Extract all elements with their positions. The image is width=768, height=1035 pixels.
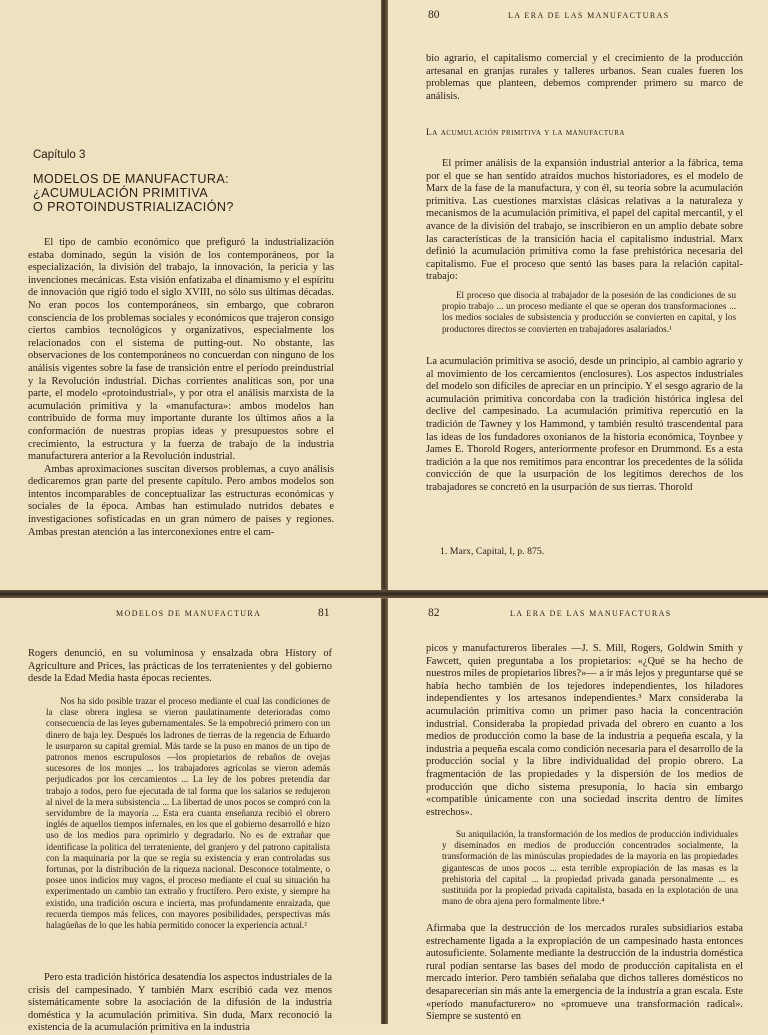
page-number: 81 xyxy=(318,607,330,619)
page-chapter-opening xyxy=(0,0,381,590)
chapter-title xyxy=(33,172,333,215)
page-number: 80 xyxy=(428,9,440,21)
paragraph: Rogers denunció, en su voluminosa y ensalzada obra History of Agriculture and Prices, las prácticas de los terratenientes y del gobierno desde la Edad Media hasta épocas recientes. xyxy=(28,648,332,685)
quote-text: El proceso que disocia al trabajador de la posesión de las condiciones de su propio trabajo ... un proceso mediante el que se operan dos transformaciones ... los medios sociales de subsistencia y producción se convierten en capital, y los productores directos se convierten en trabajadores asalariados.¹ xyxy=(442,290,736,334)
body-text-top xyxy=(426,643,743,819)
paragraph: La acumulación primitiva se asoció, desde un principio, al cambio agrario y al movimiento de los cercamientos (enclosures). Los aspectos industriales del modelo son difíciles de apreciar en un principio. Y el sesgo agrario de la acumulación primitiva concordaba con la tradición histórica inglesa del declive del campesinado. La acumulación primitiva repercutió en la tradición de Tawney y los Hammond, y también resultó trascendental para las ideas de los fundadores oxonianos de la historia económica, Toynbee y James E. Thorold Rogers, anteriormente profesor en Drummond. Es a esta tradición a la que nos remitimos para encontrar los precedentes de la sólida convicción de que la usurpación de los legítimos derechos de los trabajadores se concretó en la usurpación de sus tierras. Thorold xyxy=(426,356,743,493)
chapter-title-line-3: O PROTOINDUSTRIALIZACIÓN? xyxy=(33,200,234,215)
quote-text: Su aniquilación, la transformación de los medios de producción individuales y diseminados en medios de producción concentrados socialmente, la transformación de las minúsculas propiedades de la mayoría en las propiedades gigantescas de unos pocos ... esta terrible expropiación de las masas es la prehistoria del capital ... la propiedad privada ganada personalmente ... es sustituida por la propiedad privada capitalista, basada en la explotación de una mano de obra ajena pero formalmente libre.⁴ xyxy=(442,829,738,907)
page-80 xyxy=(388,0,768,590)
chapter-title-line-1: MODELOS DE MANUFACTURA: xyxy=(33,172,230,186)
block-quote xyxy=(46,696,330,931)
block-quote xyxy=(442,290,736,335)
quote-text: Nos ha sido posible trazar el proceso mediante el cual las condiciones de la clase obrera inglesa se vieron paulatinamente deterioradas como consecuencia de las leyes gubernamentales. Se la empobreció primero con un dinero de baja ley. Después los ladrones de tierras de la regencia de Eduardo le usurparon su capital gremial. Más tarde se la puso en manos de un tipo de patronos menos escrupulosos —los propietarios de rebaños de ovejas sucesores de los monjes ... los trabajadores agrícolas se vieron además perjudicados por los cercamientos ... La ley de los pobres pretendía dar trabajo a todos, pero fue ejecutada de tal forma que los salarios se redujeron al nivel de la mera subsistencia ... La libertad de unos pocos se compró con la servidumbre de la mayoría ... Esta era cuanta enseñanza recibió el obrero inglés de aquellos tiempos infernales, en los que el gobierno desarrolló e hizo uso de los medios para oprimirlo y degradarlo. No es de extrañar que identificase la política del terrateniente, del granjero y del patrono capitalista con la maquinaria por la que se regía su existencia y eran controladas sus fortunas, por la distribución de la riqueza nacional. Desconoce totalmente, o posee unos indicios muy vagos, el proceso mediante el cual su situación ha experimentado un cambio tan extraño y fructífero. Pero existe, y siempre ha existido, una tradición oscura e incierta, mas profundamente enraizada, que recuerda tiempos más felices, con mayores posibilidades, perspectivas más halagüeñas de lo que les había permitido conocer la experiencia actual.² xyxy=(46,696,330,931)
page-81 xyxy=(0,598,381,1034)
paragraph: Afirmaba que la destrucción de los mercados rurales subsidiarios estaba estrechamente ligada a la expropiación de un campesinado hasta entonces autosuficiente. Solamente mediante la destrucción de la industria doméstica rural podían sentarse las bases del modo de producción capitalista en el mercado interior. Pero también señalaba que dichos talleres domésticos no desaparecerían sin más ante la emergencia de la industria a gran escala. Este «período manufacturero» no «promueve una transformación radical». Siempre se sustentó en xyxy=(426,923,743,1023)
running-head: LA ERA DE LAS MANUFACTURAS xyxy=(510,609,672,618)
running-head: LA ERA DE LAS MANUFACTURAS xyxy=(508,11,670,20)
body-text xyxy=(426,158,743,284)
paragraph: El primer análisis de la expansión industrial anterior a la fábrica, tema por el que se han sentido atraídos muchos historiadores, es el modelo de Marx de la fase de la manufactura, y con él, su teoría sobre la acumulación primitiva. Las cuestiones marxistas clásicas relativas a la naturaleza y mecanismos de la acumulación primitiva, el papel del capital mercantil, y el avance de la división del trabajo, se inscribieron en un amplio debate sobre las características de la transición hacia el capitalismo industrial. Marx definió la acumulación primitiva como la fase prehistórica necesaria del capitalismo. Fue el proceso que sentó las bases para la relación capital-trabajo: xyxy=(426,158,743,283)
running-head: MODELOS DE MANUFACTURA xyxy=(116,609,262,618)
paragraph: El tipo de cambio económico que prefiguró la industrialización estaba dominado, según la visión de los contemporáneos, por la especialización, la división del trabajo, la innovación, la pericia y las invenciones mecánicas. Esta visión enfatizaba el dinamismo y el espíritu de innovación que rigió todo el siglo XVIII, no sólo sus últimas décadas. No eran pocos los contemporáneos, sin embargo, que cobraron consciencia de los problemas sociales y económicos que trajeron consigo ciertos cambios tecnológicos y organizativos, especialmente los relacionados con el sistema de putting-out. No obstante, las observaciones de los contemporáneos no concuerdan con ninguno de los análisis vigentes sobre la fase de transición entre el período preindustrial y la Revolución industrial. Dichas corrientes analíticas son, por una parte, el modelo «protoindustrial», y por otra el análisis marxista de la acumulación primitiva y la «manufactura»: ambos modelos han contribuido de forma muy importante durante los últimos años a la conformación de nuestras propias ideas y presupuestos sobre el crecimiento, la estructura y la fuerza de trabajo de la industria manufacturera anterior a la Revolución industrial. xyxy=(28,237,334,463)
body-text-top xyxy=(28,648,332,686)
body-text-bottom xyxy=(28,972,332,1035)
paragraph: Ambas aproximaciones suscitan diversos problemas, a cuyo análisis dedicaremos gran parte del presente capítulo. Pero ambos modelos son intentos incomparables de conceptualizar las estructuras económicas y sociales de la época. Ambas han estimulado nutridos debates e investigaciones sofisticadas en un gran número de países y regiones. Ambas prestan atención a las interconexiones entre el cam- xyxy=(28,463,334,538)
body-text-top xyxy=(426,53,743,103)
block-quote xyxy=(442,829,738,907)
section-title: La acumulación primitiva y la manufactura xyxy=(426,128,625,138)
body-text-bottom xyxy=(426,923,743,1024)
chapter-title-line-2: ¿ACUMULACIÓN PRIMITIVA xyxy=(33,186,209,201)
chapter-label: Capítulo 3 xyxy=(33,149,86,161)
page-82 xyxy=(388,598,768,1024)
paragraph: picos y manufactureros liberales —J. S. Mill, Rogers, Goldwin Smith y Fawcett, quien preguntaba a los propietarios: «¿Qué se ha hecho de nuestros miles de propietarios libres?»— a ir más lejos y preguntarse qué se había hecho también de los tejedores independientes, los hiladores independientes y los artesanos independientes.³ Marx consideraba la acumulación primitiva como un primer paso hacia la concentración industrial. Consideraba la propiedad privada del obrero en cuanto a los medios de producción como la base de la industria a pequeña escala, y la industria a pequeña escala como condición necesaria para el desarrollo de la producción social y la libre individualidad del propio obrero. La fragmentación de las propiedades y la dispersión de los medios de producción que dicho sistema presuponía, lo hacía sin embargo «compatible únicamente con una sociedad inscrita dentro de límites estrechos». xyxy=(426,643,743,818)
body-text-continued xyxy=(426,356,743,495)
paragraph: bio agrario, el capitalismo comercial y el crecimiento de la producción artesanal en granjas rurales y talleres urbanos. Sean cuales fueren los problemas que planteen, debemos comprender primero su marco de análisis. xyxy=(426,53,743,102)
page-number: 82 xyxy=(428,607,440,619)
paragraph: Pero esta tradición histórica desatendía los aspectos industriales de la crisis del campesinado. Y también Marx escribió cada vez menos sistemáticamente sobre la asociación de la difusión de la industria doméstica y la acumulación primitiva. Sin duda, Marx reconoció la existencia de la acumulación primitiva en la industria xyxy=(28,972,332,1034)
footnote: 1. Marx, Capital, I, p. 875. xyxy=(440,546,545,557)
body-text xyxy=(28,237,334,539)
